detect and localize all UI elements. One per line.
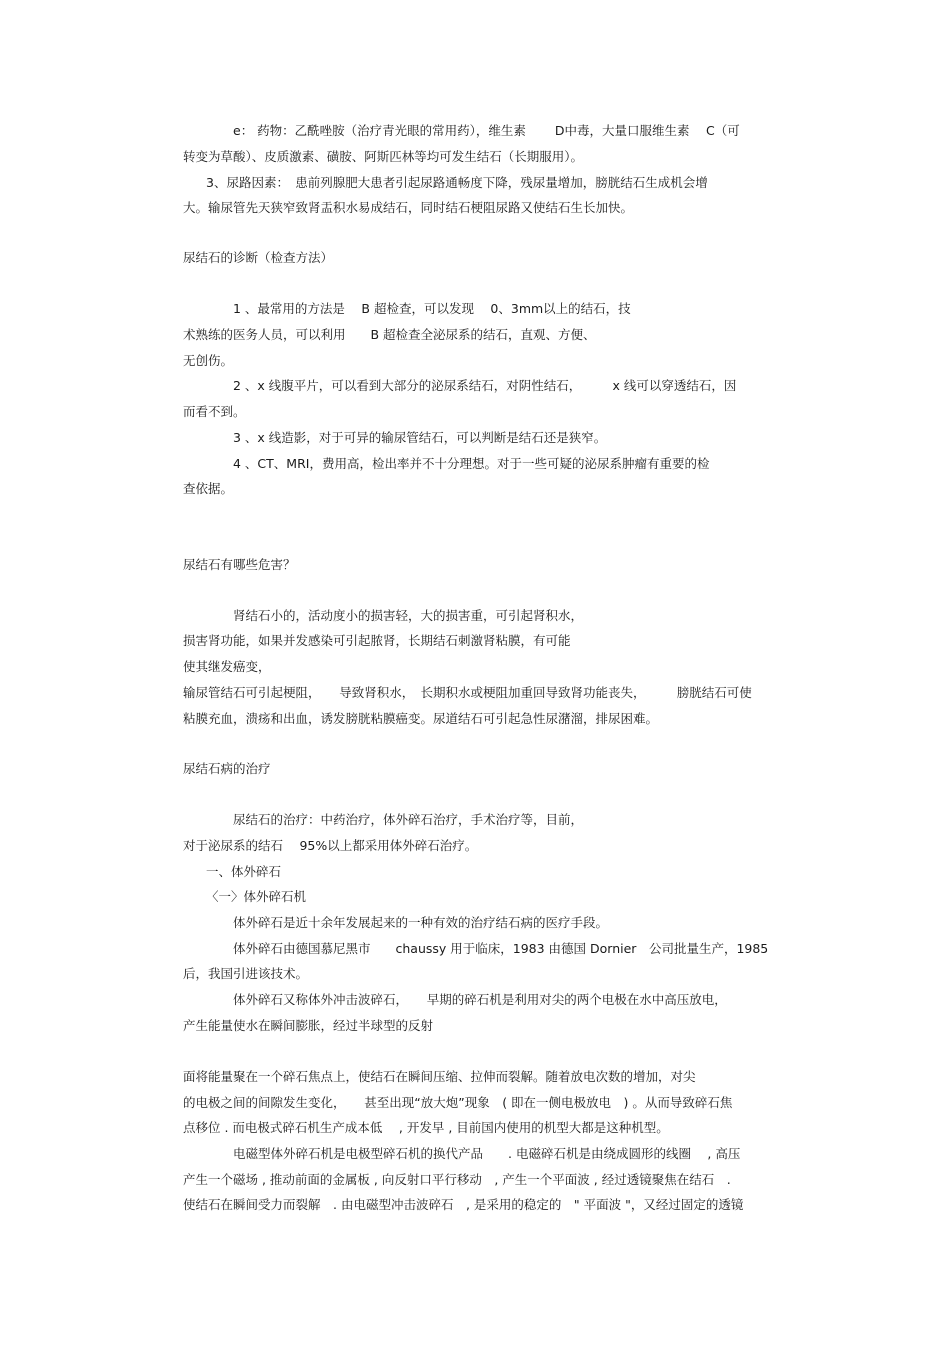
text-line: 的电极之间的间隙发生变化， 甚至出现“放大炮”现象 ( 即在一侧电极放电 ) 。从而导致碎石焦	[183, 1095, 733, 1110]
text-line: 术熟练的医务人员，可以利用 B 超检查全泌尿系的结石，直观、方便、	[183, 327, 596, 342]
text-line: 肾结石小的，活动度小的损害轻，大的损害重，可引起肾积水，	[233, 608, 584, 623]
text-line: 后，我国引进该技术。	[183, 966, 309, 981]
section-heading-treatment: 尿结石病的治疗	[183, 761, 271, 776]
text-line: 一、体外碎石	[206, 864, 282, 879]
text-line: 体外碎石又称体外冲击波碎石， 早期的碎石机是利用对尖的两个电极在水中高压放电，	[233, 992, 727, 1007]
text-line: 体外碎石由德国慕尼黑市 chaussy 用于临床，1983 由德国 Dornier 公司批量生产，1985	[233, 941, 769, 956]
text-line: 产生一个磁场 , 推动前面的金属板 , 向反射口平行移动 , 产生一个平面波 , 经过透镜聚焦在结石 .	[183, 1172, 731, 1187]
text-line: 点移位 . 而电极式碎石机生产成本低 , 开发早 , 目前国内使用的机型大都是这种机型。	[183, 1120, 669, 1135]
text-line: 使其继发癌变，	[183, 659, 271, 674]
text-line: 4 、CT、MRI，费用高，检出率并不十分理想。对于一些可疑的泌尿系肿瘤有重要的检	[233, 456, 710, 471]
text-line: 尿结石的治疗：中药治疗，体外碎石治疗，手术治疗等，目前，	[233, 812, 584, 827]
text-line: e： 药物：乙酰唑胺（治疗青光眼的常用药），维生素 D中毒，大量口服维生素 C（可	[233, 123, 740, 138]
text-line: 1 、最常用的方法是 B 超检查，可以发现 0、3mm以上的结石，技	[233, 301, 631, 316]
text-line: 损害肾功能，如果并发感染可引起脓肾，长期结石刺激肾粘膜，有可能	[183, 633, 571, 648]
text-line: 使结石在瞬间受力而裂解 . 由电磁型冲击波碎石 , 是采用的稳定的 " 平面波 "，又经过固定的透镜	[183, 1197, 744, 1212]
text-line: 〈一〉体外碎石机	[206, 889, 307, 904]
text-line: 转变为草酸）、皮质激素、磺胺、阿斯匹林等均可发生结石（长期服用）。	[183, 149, 584, 164]
text-line: 3、尿路因素： 患前列腺肥大患者引起尿路通畅度下降，残尿量增加，膀胱结石生成机会增	[206, 175, 708, 190]
text-line: 3 、x 线造影，对于可异的输尿管结石，可以判断是结石还是狭窄。	[233, 430, 607, 445]
text-line: 输尿管结石可引起梗阻， 导致肾积水， 长期积水或梗阻加重回导致肾功能丧失， 膀胱结石可使	[183, 685, 752, 700]
text-line: 无创伤。	[183, 353, 234, 368]
text-line: 查依据。	[183, 481, 234, 496]
text-line: 体外碎石是近十余年发展起来的一种有效的治疗结石病的医疗手段。	[233, 915, 609, 930]
text-line: 大。输尿管先天狭窄致肾盂积水易成结石，同时结石梗阻尿路又使结石生长加快。	[183, 200, 634, 215]
text-line: 2 、x 线腹平片，可以看到大部分的泌尿系结石，对阴性结石， x 线可以穿透结石，因	[233, 378, 737, 393]
text-line: 面将能量聚在一个碎石焦点上，使结石在瞬间压缩、拉伸而裂解。随着放电次数的增加，对尖	[183, 1069, 696, 1084]
text-line: 而看不到。	[183, 404, 246, 419]
text-line: 产生能量使水在瞬间膨胀，经过半球型的反射	[183, 1018, 434, 1033]
text-line: 对于泌尿系的结石 95%以上都采用体外碎石治疗。	[183, 838, 478, 853]
section-heading-diagnosis: 尿结石的诊断（检查方法）	[183, 250, 334, 265]
section-heading-harms: 尿结石有哪些危害？	[183, 557, 296, 572]
text-line: 电磁型体外碎石机是电极型碎石机的换代产品 . 电磁碎石机是由绕成圆形的线圈 , 高压	[233, 1146, 741, 1161]
text-line: 粘膜充血，溃疡和出血，诱发膀胱粘膜癌变。尿道结石可引起急性尿潴溜，排尿困难。	[183, 711, 659, 726]
